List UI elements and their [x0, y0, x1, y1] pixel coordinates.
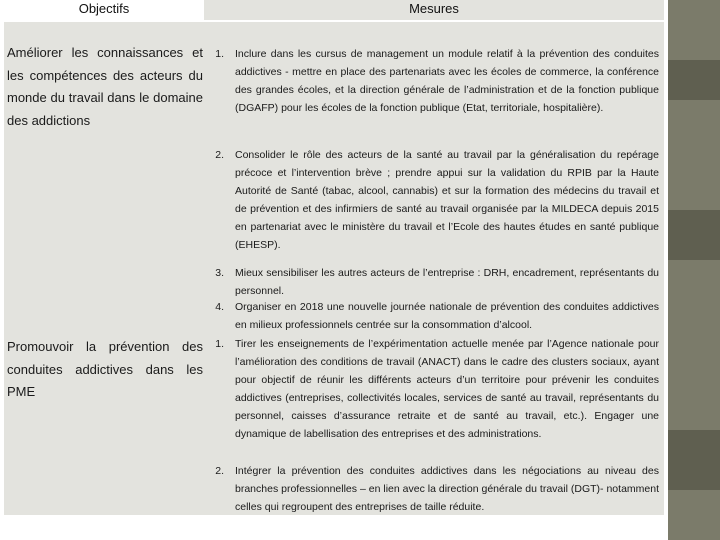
measure-text: Mieux sensibiliser les autres acteurs de l’entreprise : DRH, encadrement, représentants du personnel.	[235, 267, 659, 297]
measure-number: 4.	[215, 301, 224, 313]
measure-text: Intégrer la prévention des conduites addictives dans les négociations au niveau des branches professionnelles – en lien avec la direction générale du travail (DGT)- notamment celles qui regroupent des entreprises de taille réduite.	[235, 465, 659, 513]
measure-number: 2.	[215, 465, 224, 477]
objective-text: Promouvoir la prévention des conduites addictives dans les PME	[7, 339, 203, 399]
measure-number: 2.	[215, 149, 224, 161]
measure-number: 3.	[215, 267, 224, 279]
measure-number: 1.	[215, 338, 224, 350]
strip-shade	[668, 430, 720, 490]
measure-text: Organiser en 2018 une nouvelle journée nationale de prévention des conduites addictives en milieux professionnels centrée sur la consommation d’alcool.	[235, 301, 659, 331]
objective-text: Améliorer les connaissances et les compétences des acteurs du monde du travail dans le domaine des addictions	[7, 45, 203, 128]
measure-text: Tirer les enseignements de l’expérimentation actuelle menée par l’Agence nationale pour l’amélioration des conditions de travail (ANACT) dans le cadre des clusters sociaux, ayant pour objectif de réunir les différents acteurs d’un territoire pour prévenir les conduites addictives (entreprises, collectivités locales, services de santé au travail, représentants du personnel, caisses d’assurance retraite et de santé au travail, etc.). Engager une dynamique de labellisation des entreprises et des administrations.	[235, 338, 659, 440]
strip-shade	[668, 60, 720, 100]
header-objectives: Objectifs	[78, 1, 130, 16]
measures-table	[4, 1, 664, 515]
measure-number: 1.	[215, 48, 224, 60]
measure-text: Inclure dans les cursus de management un module relatif à la prévention des conduites addictives - mettre en place des partenariats avec les écoles de commerce, la conférence des grandes écoles, et la direction générale de l’administration et de la fonction publique (DGAFP) pour les écoles de la fonction publique (Etat, territoriale, hospitalière).	[235, 48, 659, 114]
measure-text: Consolider le rôle des acteurs de la santé au travail par la généralisation du repérage précoce et l’intervention brève ; prendre appui sur la validation du RPIB par la Haute Autorité de Santé (tabac, alcool, cannabis) et sur la formation des médecins du travail et de prévention et des infirmiers de santé au travail organisée par la MILDECA depuis 2015 en partenariat avec le ministère du travail et l’Ecole des hautes études en santé publique (EHESP).	[235, 149, 659, 251]
right-decorative-strip	[668, 0, 720, 540]
strip-shade	[668, 210, 720, 260]
header-measures: Mesures	[204, 0, 664, 20]
